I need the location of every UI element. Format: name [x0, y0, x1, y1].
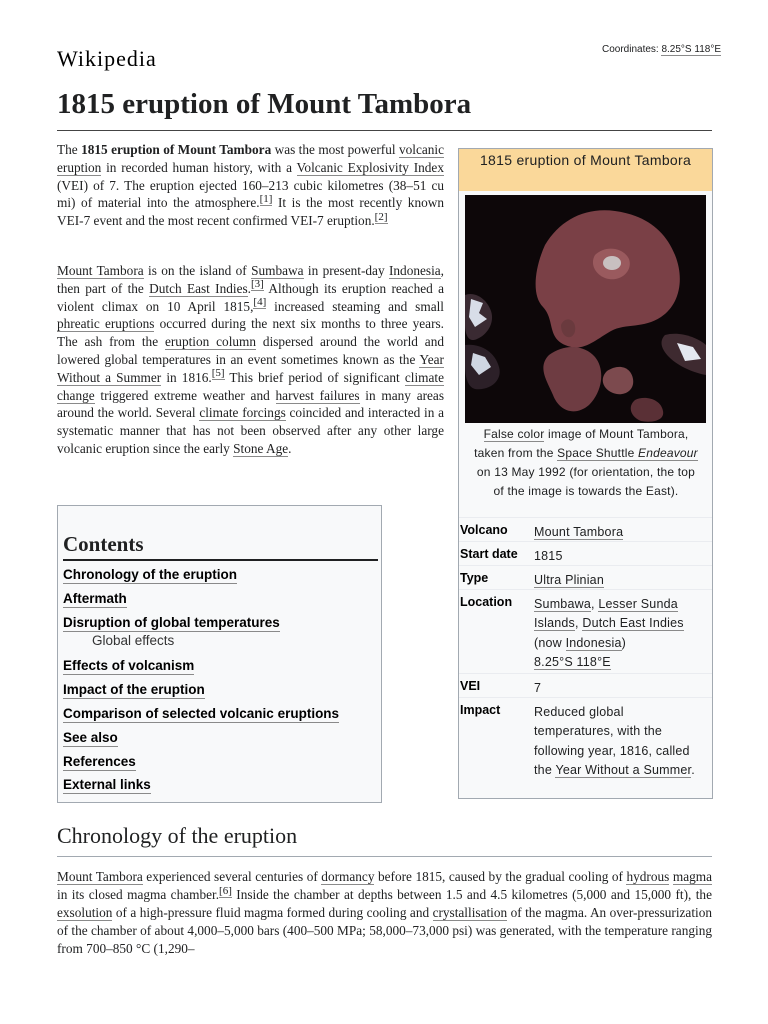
link-year-without-a-summer[interactable]: Year Without a Summer: [57, 351, 444, 385]
toc-item-global-effects[interactable]: Global effects: [92, 633, 175, 648]
infobox: [458, 148, 713, 799]
coordinates: [602, 44, 721, 55]
coordinates-label: Coordinates:: [601, 44, 659, 55]
link-year-without-a-summer[interactable]: Year Without a Summer: [555, 763, 692, 778]
text: coincided and interacted in a systematic manner that has not been observed after any other large volcanic eruption since the early: [57, 405, 445, 456]
text: ): [621, 635, 626, 650]
text: on 13 May 1992 (for orientation, the top of the image is towards the East).: [476, 465, 696, 498]
table-of-contents: [57, 505, 382, 803]
bold-title: 1815 eruption of Mount Tambora: [81, 142, 272, 157]
toc-item-aftermath[interactable]: Aftermath: [63, 591, 127, 606]
text: .: [288, 440, 292, 456]
row-label: Location: [460, 595, 513, 609]
text: in many areas around the world. Several: [57, 387, 444, 421]
text: of a high-pressure fluid magma formed during cooling and: [112, 905, 433, 920]
text: This brief period of significant: [224, 369, 405, 385]
reference-5[interactable]: [5]: [211, 367, 225, 380]
chronology-paragraph: [57, 868, 712, 958]
link-volcanic-eruption[interactable]: volcanic eruption: [57, 142, 445, 175]
satellite-image[interactable]: [465, 195, 706, 423]
text: was the most powerful: [271, 142, 399, 157]
text: dispersed around the world and lowered global temperatures in an event sometimes known as the: [57, 334, 444, 367]
link-ultra-plinian[interactable]: Ultra Plinian: [534, 573, 604, 587]
text: image of Mount Tambora, taken from the: [474, 427, 689, 460]
toc-item-see-also[interactable]: See also: [63, 730, 118, 745]
row-value: [534, 571, 706, 590]
infobox-row-type: [459, 565, 712, 590]
coordinates-link[interactable]: 8.25°S 118°E: [661, 44, 721, 55]
link-sumbawa[interactable]: Sumbawa: [251, 263, 304, 278]
text: in its closed magma chamber.: [57, 887, 220, 902]
row-label: Start date: [460, 547, 518, 561]
link-dutch-east-indies[interactable]: Dutch East Indies: [582, 616, 684, 631]
infobox-title: 1815 eruption of Mount Tambora: [459, 149, 712, 191]
infobox-row-volcano: [459, 517, 712, 542]
link-climate-change[interactable]: climate change: [57, 369, 445, 403]
reference-3[interactable]: [3]: [250, 278, 264, 291]
row-label: Type: [460, 571, 489, 585]
text: It is the most recently known VEI-7 event and the most recent confirmed VEI-7 eruption.: [57, 195, 444, 229]
text: Although its eruption reached a violent climax on 10 April 1815,: [57, 280, 444, 314]
link-mount-tambora[interactable]: Mount Tambora: [534, 525, 624, 539]
intro-paragraph-2: [57, 262, 444, 458]
wikipedia-logo[interactable]: Wikipedia: [57, 46, 157, 71]
text: of the magma. An over-pressurization of the chamber of about 4,000–5,000 bars (400–500 MPa; 58,000–73,000 psi) was generated, with the temperature ranging from 700–850 °C (1,290–: [57, 905, 713, 956]
infobox-row-impact: [459, 697, 712, 798]
link-dormancy[interactable]: dormancy: [321, 869, 375, 884]
row-value: [534, 703, 706, 781]
text: .: [691, 763, 695, 778]
section-heading-chronology: Chronology of the eruption: [57, 822, 712, 857]
row-value: [534, 523, 706, 542]
text: , then part of the: [57, 263, 444, 296]
text: ,: [575, 616, 583, 631]
tambora-satellite-image: [465, 195, 706, 423]
toc-item-chronology[interactable]: Chronology of the eruption: [63, 567, 237, 582]
infobox-row-location: [459, 589, 712, 674]
link-lesser-sunda-islands[interactable]: Lesser Sunda Islands: [534, 597, 678, 631]
infobox-caption: [471, 425, 701, 501]
text: Reduced global temperatures, with the following year, 1816, called the: [534, 705, 690, 778]
link-stone-age[interactable]: Stone Age: [233, 440, 289, 456]
link-coordinates[interactable]: 8.25°S 118°E: [534, 655, 611, 670]
link-indonesia[interactable]: Indonesia: [565, 635, 622, 650]
link-sumbawa[interactable]: Sumbawa: [534, 597, 591, 611]
link-indonesia[interactable]: Indonesia: [388, 263, 441, 278]
text: ,: [591, 597, 599, 611]
link-space-shuttle-endeavour[interactable]: Space Shuttle Endeavour: [557, 446, 698, 460]
reference-2[interactable]: [2]: [374, 210, 388, 223]
text: is on the island of: [143, 263, 252, 278]
toc-item-impact[interactable]: Impact of the eruption: [63, 682, 205, 697]
text: (now: [534, 635, 566, 650]
link-magma[interactable]: magma: [672, 869, 712, 884]
toc-item-external-links[interactable]: External links: [63, 777, 151, 792]
reference-6[interactable]: [6]: [219, 884, 232, 897]
page-title: 1815 eruption of Mount Tambora: [57, 86, 712, 131]
infobox-row-start-date: [459, 541, 712, 566]
reference-4[interactable]: [4]: [253, 296, 267, 309]
row-label: Volcano: [460, 523, 508, 537]
row-label: VEI: [460, 679, 481, 693]
row-value: 1815: [534, 549, 563, 563]
row-label: Impact: [460, 703, 501, 717]
link-vei[interactable]: Volcanic Explosivity Index: [296, 159, 444, 175]
link-false-color[interactable]: False color: [483, 427, 545, 441]
text: occurred during the next six months to three years. The ash from the: [57, 316, 444, 350]
text: in 1816.: [161, 369, 212, 385]
link-phreatic-eruptions[interactable]: phreatic eruptions: [57, 316, 155, 332]
link-dutch-east-indies[interactable]: Dutch East Indies: [149, 280, 248, 296]
intro-paragraph-1: [57, 141, 444, 230]
link-climate-forcings[interactable]: climate forcings: [199, 405, 286, 421]
link-mount-tambora[interactable]: Mount Tambora: [57, 263, 144, 278]
text: in present-day: [303, 263, 389, 278]
text: triggered extreme weather and: [94, 387, 276, 403]
link-harvest-failures[interactable]: harvest failures: [275, 387, 360, 403]
text: .: [247, 280, 251, 296]
toc-item-references[interactable]: References: [63, 754, 136, 769]
text: Inside the chamber at depths between 1.5 and 4.5 kilometres (5,000 and 15,000 ft), the: [231, 887, 712, 902]
link-hydrous[interactable]: hydrous: [626, 869, 670, 884]
text: The: [57, 142, 82, 157]
text: in recorded human history, with a: [101, 159, 297, 175]
row-value: 7: [534, 681, 542, 695]
toc-item-effects-of-volcanism[interactable]: Effects of volcanism: [63, 658, 195, 673]
infobox-row-vei: [459, 673, 712, 698]
toc-item-comparison[interactable]: Comparison of selected volcanic eruptions: [63, 706, 340, 721]
link-eruption-column[interactable]: eruption column: [164, 334, 257, 350]
reference-1[interactable]: [1]: [259, 192, 273, 205]
text: (VEI) of 7. The eruption ejected 160–213 cubic kilometres (38–51 cu mi) of material into the atmosphere.: [57, 177, 444, 211]
text: before 1815, caused by the gradual cooling of: [374, 869, 627, 884]
toc-item-disruption[interactable]: Disruption of global temperatures: [63, 615, 280, 630]
row-value: [534, 595, 706, 673]
link-mount-tambora[interactable]: Mount Tambora: [57, 869, 143, 884]
text: experienced several centuries of: [142, 869, 322, 884]
text: increased steaming and small: [266, 298, 444, 314]
link-crystallisation[interactable]: crystallisation: [432, 905, 508, 920]
link-exsolution[interactable]: exsolution: [57, 905, 113, 920]
toc-title: Contents: [63, 532, 378, 561]
